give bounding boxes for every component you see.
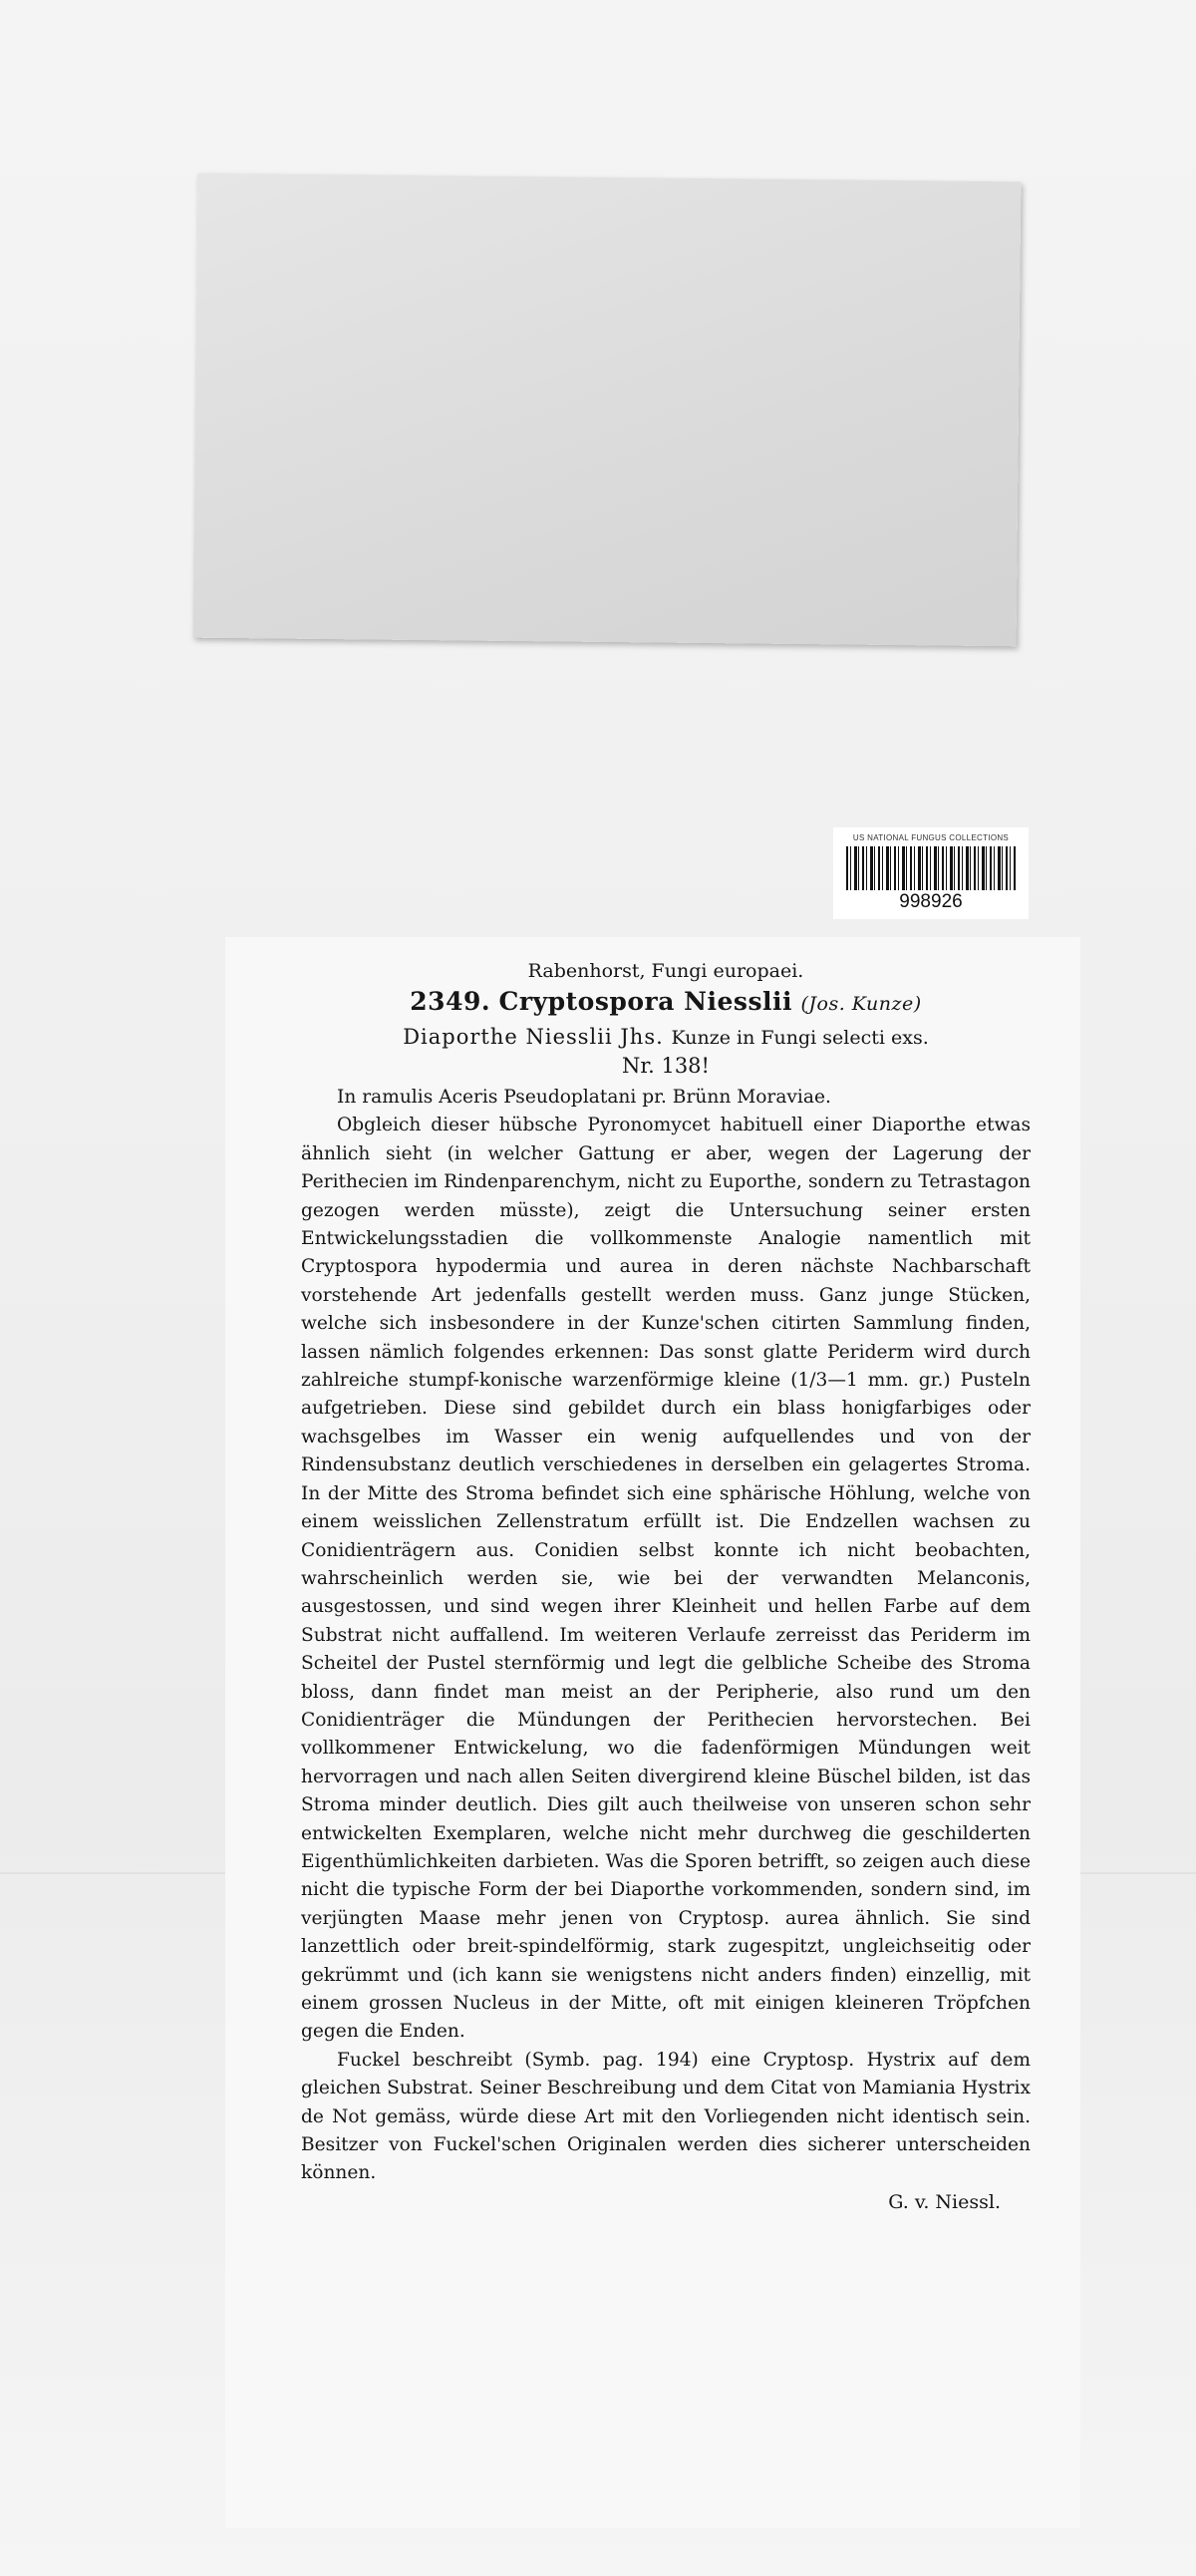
barcode-bars <box>846 846 1016 890</box>
reference-number: Nr. 138! <box>622 1054 710 1078</box>
species-name: Cryptospora Niesslii <box>498 987 793 1016</box>
series-header: Rabenhorst, Fungi europaei. <box>527 960 804 982</box>
species-authority: (Jos. Kunze) <box>800 993 922 1015</box>
synonym-line <box>301 1023 1031 1052</box>
locality-text: In ramulis Aceris Pseudoplatani pr. Brünn Moraviae. <box>337 1087 831 1108</box>
specimen-packet <box>193 173 1022 647</box>
note-text: Fuckel beschreibt (Symb. pag. 194) eine Cryptosp. Hystrix auf dem gleichen Substrat. Seiner Beschreibung und dem Citat von Mamiania Hystrix de Not gemäss, würde diese Art mit den Vorliegenden nicht identisch sein. Besitzer von Fuckel'schen Originalen werden dies sicherer unterscheiden können. <box>301 2049 1031 2184</box>
description-text: Obgleich dieser hübsche Pyronomycet habituell einer Diaporthe etwas ähnlich sieht (in welcher Gattung er aber, wegen der Lagerung der Perithecien im Rindenparenchym, nicht zu Euporthe, sondern zu Tetrastagon gezogen werden müsste), zeigt die Untersuchung seiner ersten Entwickelungsstadien die vollkommenste Analogie namentlich mit Cryptospora hypodermia und aurea in deren nächste Nachbarschaft vorstehende Art jedenfalls gestellt werden muss. Ganz junge Stücken, welche sich insbesondere in der Kunze'schen citirten Sammlung finden, lassen nämlich folgendes erkennen: Das sonst glatte Periderm wird durch zahlreiche stumpf-konische warzenförmige kleine (1/3—1 mm. gr.) Pusteln aufgetrieben. Diese sind gebildet durch ein blass honigfarbiges oder wachsgelbes im Wasser ein wenig aufquellendes und von der Rindensubstanz deutlich verschiedenes in derselben ein gelagertes Stroma. In der Mitte des Stroma befindet sich eine sphärische Höhlung, welche von einem weisslichen Zellenstratum erfüllt ist. Die Endzellen wachsen zu Conidienträgern aus. Conidien selbst konnte ich nicht beobachten, wahrscheinlich werden sie, wie bei der verwandten Melanconis, ausgestossen, und sind wegen ihrer Kleinheit und hellen Farbe auf dem Substrat nicht auffallend. Im weiteren Verlaufe zerreisst das Periderm im Scheitel der Pustel sternförmig und legt die gelbliche Scheibe des Stroma bloss, dann findet man meist an der Peripherie, also rund um den Conidienträger die Mündungen der Perithecien hervorstechen. Bei vollkommener Entwickelung, wo die fadenförmigen Mündungen weit hervorragen und nach allen Seiten divergirend kleine Büschel bilden, ist das Stroma minder deutlich. Dies gilt auch theilweise von unseren schon sehr entwickelten Exemplaren, welche nicht mehr durchweg die geschilderten Eigenthümlichkeiten darbieten. Was die Sporen betrifft, so zeigen auch diese nicht die typische Form der bei Diaporthe vorkommenden, sondern sind, im verjüngten Maase mehr jenen von Cryptosp. aurea ähnlich. Sie sind lanzettlich oder breit-spindelförmig, stark zugespitzt, ungleichseitig oder gekrümmt und (ich kann sie wenigstens nicht anders finden) einzellig, mit einem grossen Nucleus in der Mitte, oft mit einigen kleineren Tröpfchen gegen die Enden. <box>301 1115 1031 2043</box>
barcode-number: 998926 <box>899 891 963 912</box>
author-signature: G. v. Niessl. <box>888 2190 1001 2213</box>
barcode-institution: US NATIONAL FUNGUS COLLECTIONS <box>852 833 1010 842</box>
exsiccata-label <box>225 937 1080 2528</box>
exsiccata-number: 2349. <box>410 987 491 1016</box>
synonym-source: Kunze in Fungi selecti exs. <box>671 1027 929 1049</box>
barcode-label <box>833 827 1029 919</box>
synonym-name: Diaporthe Niesslii Jhs. <box>403 1025 664 1049</box>
species-title <box>301 987 1031 1019</box>
